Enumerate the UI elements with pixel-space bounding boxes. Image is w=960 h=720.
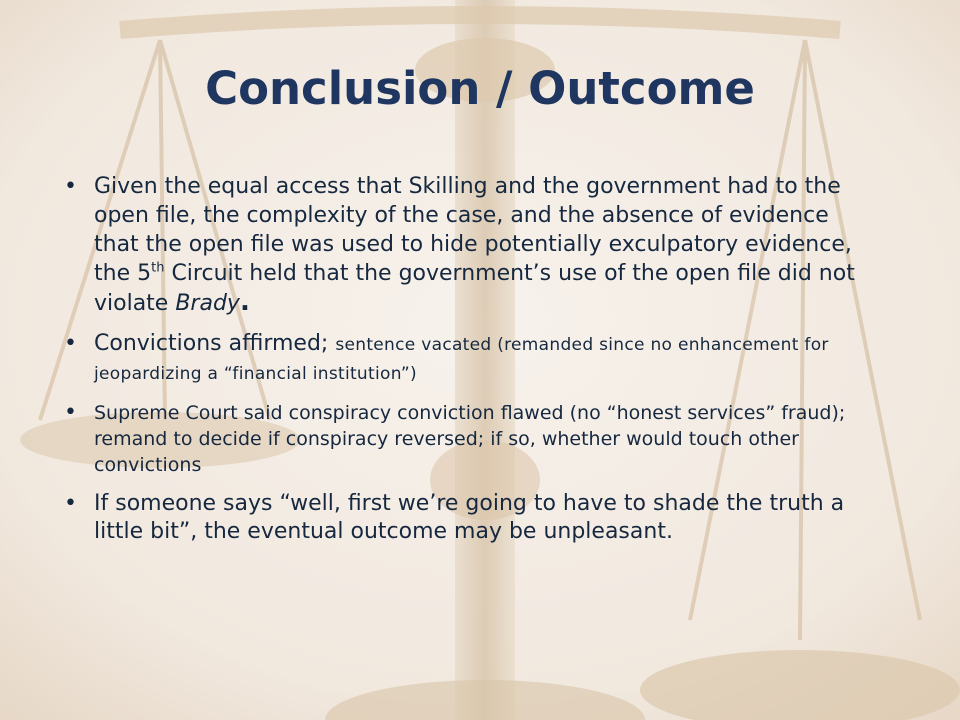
bullet-text: Circuit held that the government’s use of the open file did not violate <box>94 261 855 316</box>
case-name: Brady <box>175 291 240 316</box>
end-punctuation: . <box>239 287 250 317</box>
ordinal-superscript: th <box>151 260 165 276</box>
bullet-text: Given the equal access that Skilling and the government had to the open file, the complexity of the case, and the absence of evidence that the open file was used to hide potentially exculpatory evidence, the 5 <box>94 174 852 286</box>
bullet-detail: sentence vacated (remanded since no enhancement for jeopardizing a “financial institution”) <box>94 335 829 384</box>
bullet-lead: Convictions affirmed; <box>94 331 336 356</box>
bullet-marker: • <box>64 400 77 425</box>
bullet-brady-holding <box>64 172 864 318</box>
bullet-text: If someone says “well, first we’re going to have to shade the truth a little bit”, the eventual outcome may be unpleasant. <box>94 491 845 544</box>
slide-title: Conclusion / Outcome <box>205 62 755 115</box>
bullet-list <box>64 172 864 558</box>
bullet-supreme-court <box>64 400 864 478</box>
bullet-convictions <box>64 330 864 388</box>
bullet-marker: • <box>64 174 77 199</box>
bullet-outcome-moral <box>64 490 864 546</box>
bullet-text: Supreme Court said conspiracy conviction flawed (no “honest services” fraud); remand to decide if conspiracy reversed; if so, whether would touch other convictions <box>94 402 846 476</box>
bullet-marker: • <box>64 331 77 356</box>
bullet-marker: • <box>64 491 77 516</box>
